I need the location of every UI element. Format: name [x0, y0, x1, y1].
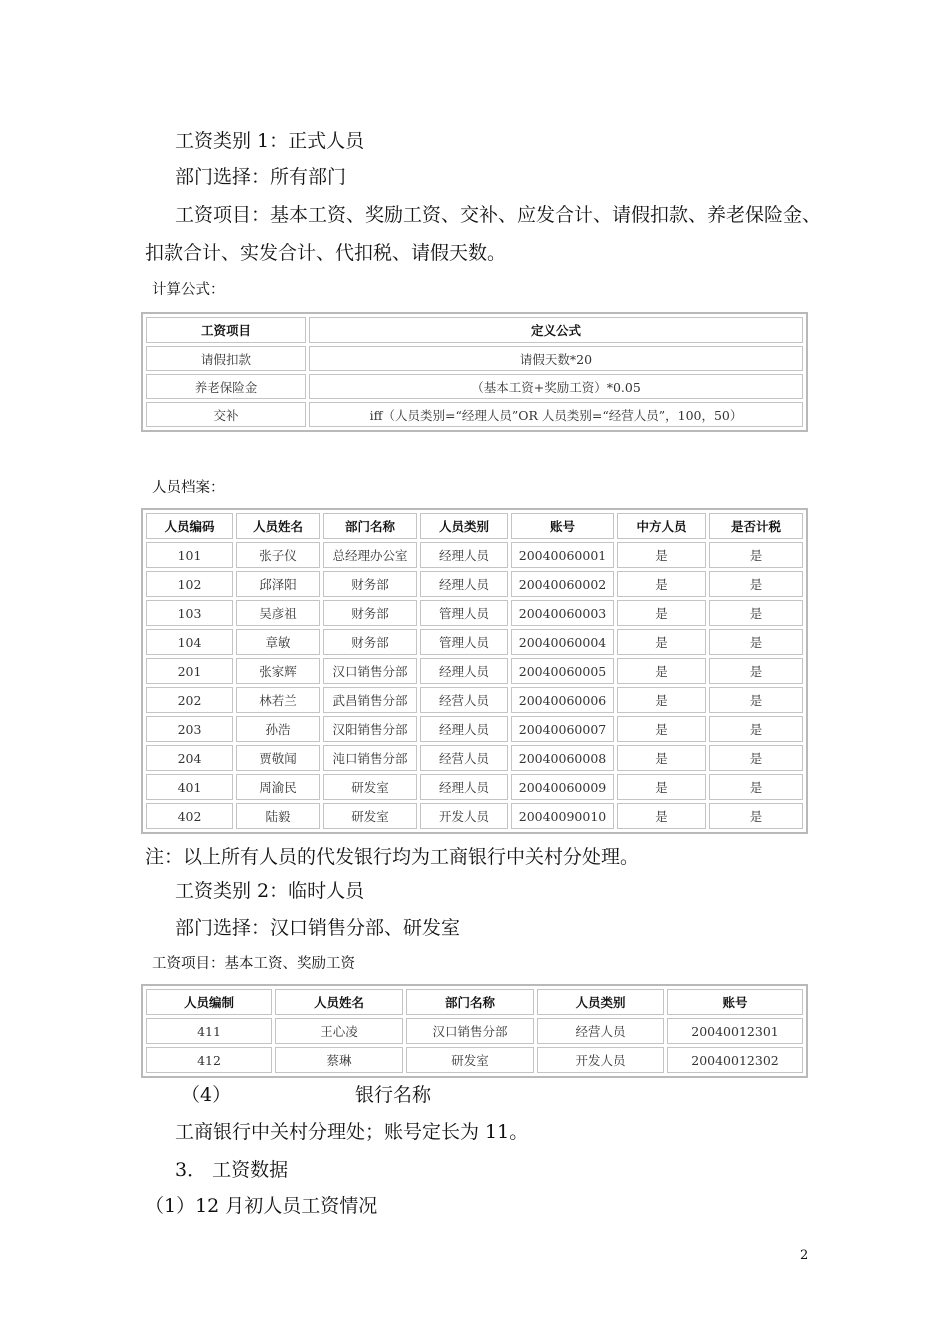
table-cell: 411 — [146, 1018, 272, 1044]
table-row — [146, 687, 803, 713]
table-cell: 204 — [146, 745, 233, 771]
table-cell: 是 — [709, 774, 803, 800]
table-cell: 章敏 — [236, 629, 320, 655]
table-cell: 是 — [709, 745, 803, 771]
table-row — [146, 745, 803, 771]
table-row — [146, 716, 803, 742]
dept-selection-2: 部门选择：汉口销售分部、研发室 — [175, 917, 461, 939]
table-row — [146, 600, 803, 626]
column-header: 人员姓名 — [275, 989, 403, 1015]
table-cell: 是 — [617, 542, 706, 568]
table-row — [146, 803, 803, 829]
table-cell: 管理人员 — [420, 629, 508, 655]
table-cell: 经理人员 — [420, 716, 508, 742]
table-cell: 张家辉 — [236, 658, 320, 684]
dept-selection-1: 部门选择：所有部门 — [175, 166, 347, 188]
table-cell: 王心凌 — [275, 1018, 403, 1044]
table-cell: 研发室 — [406, 1047, 534, 1073]
column-header: 账号 — [511, 513, 614, 539]
table-cell: 是 — [617, 687, 706, 713]
table-cell: 20040090010 — [511, 803, 614, 829]
table-cell: 开发人员 — [420, 803, 508, 829]
table-cell: 经理人员 — [420, 542, 508, 568]
column-header: 人员编码 — [146, 513, 233, 539]
table-cell: 20040060002 — [511, 571, 614, 597]
table-cell: iff（人员类别=“经理人员”OR 人员类别=“经营人员”，100，50） — [309, 402, 803, 427]
formula-title: 计算公式： — [152, 282, 225, 298]
column-header: 人员类别 — [537, 989, 664, 1015]
table-cell: 蔡琳 — [275, 1047, 403, 1073]
table-cell: 20040060001 — [511, 542, 614, 568]
table-cell: 是 — [709, 687, 803, 713]
table-cell: 财务部 — [323, 600, 417, 626]
subsection-1: （1）12 月初人员工资情况 — [145, 1195, 378, 1217]
formula-table — [141, 312, 808, 432]
table-cell: 经营人员 — [420, 745, 508, 771]
table-cell: 林若兰 — [236, 687, 320, 713]
table-cell: 贾敬闻 — [236, 745, 320, 771]
table-cell: 是 — [617, 658, 706, 684]
salary-items-2: 工资项目：基本工资、奖励工资 — [152, 956, 355, 972]
table-cell: 20040060008 — [511, 745, 614, 771]
table-cell: 武昌销售分部 — [323, 687, 417, 713]
people-table — [141, 508, 808, 834]
table-cell: 张子仪 — [236, 542, 320, 568]
table-cell: 经理人员 — [420, 571, 508, 597]
table-cell: 101 — [146, 542, 233, 568]
table-cell: 研发室 — [323, 774, 417, 800]
people-title: 人员档案： — [152, 480, 225, 496]
table-cell: 是 — [617, 774, 706, 800]
table-cell: 财务部 — [323, 571, 417, 597]
table-cell: 是 — [617, 600, 706, 626]
table-row — [146, 346, 803, 371]
table-cell: 汉口销售分部 — [323, 658, 417, 684]
table-cell: 是 — [617, 745, 706, 771]
table-cell: 412 — [146, 1047, 272, 1073]
column-header: 人员类别 — [420, 513, 508, 539]
table-cell: 研发室 — [323, 803, 417, 829]
table-cell: 203 — [146, 716, 233, 742]
table-cell: 是 — [709, 571, 803, 597]
table-cell: 20040060005 — [511, 658, 614, 684]
table-cell: 102 — [146, 571, 233, 597]
table-row — [146, 658, 803, 684]
table-cell: 20040012301 — [667, 1018, 803, 1044]
column-header: 人员姓名 — [236, 513, 320, 539]
column-header: 工资项目 — [146, 317, 306, 343]
table-cell: 103 — [146, 600, 233, 626]
table-cell: 是 — [617, 716, 706, 742]
table-cell: 是 — [709, 716, 803, 742]
table-cell: 开发人员 — [537, 1047, 664, 1073]
table-row — [146, 774, 803, 800]
table-cell: 交补 — [146, 402, 306, 427]
table-cell: 管理人员 — [420, 600, 508, 626]
table-cell: 是 — [617, 571, 706, 597]
table-cell: 20040060009 — [511, 774, 614, 800]
table-cell: 402 — [146, 803, 233, 829]
column-header: 账号 — [667, 989, 803, 1015]
table-cell: （基本工资+奖励工资）*0.05 — [309, 374, 803, 399]
table-cell: 是 — [709, 803, 803, 829]
column-header: 人员编制 — [146, 989, 272, 1015]
table-cell: 沌口销售分部 — [323, 745, 417, 771]
table-cell: 经营人员 — [537, 1018, 664, 1044]
table-row — [146, 542, 803, 568]
column-header: 定义公式 — [309, 317, 803, 343]
salary-items-1-cont: 扣款合计、实发合计、代扣税、请假天数。 — [145, 242, 507, 264]
table-cell: 财务部 — [323, 629, 417, 655]
table-cell: 是 — [709, 600, 803, 626]
table-cell: 20040060006 — [511, 687, 614, 713]
table-cell: 20040060004 — [511, 629, 614, 655]
table-cell: 经营人员 — [420, 687, 508, 713]
column-header: 部门名称 — [323, 513, 417, 539]
table-row — [146, 629, 803, 655]
table-cell: 陆毅 — [236, 803, 320, 829]
table-cell: 104 — [146, 629, 233, 655]
table-cell: 经理人员 — [420, 774, 508, 800]
table-cell: 汉口销售分部 — [406, 1018, 534, 1044]
bank-name-heading: 银行名称 — [355, 1084, 432, 1106]
table-cell: 孙浩 — [236, 716, 320, 742]
table-row — [146, 374, 803, 399]
table-cell: 邱泽阳 — [236, 571, 320, 597]
table-cell: 是 — [709, 542, 803, 568]
section-3-salary-data: 3． 工资数据 — [175, 1159, 289, 1181]
column-header: 是否计税 — [709, 513, 803, 539]
page-number: 2 — [800, 1248, 809, 1263]
table-cell: 周渝民 — [236, 774, 320, 800]
table-cell: 20040060003 — [511, 600, 614, 626]
column-header: 中方人员 — [617, 513, 706, 539]
table-cell: 201 — [146, 658, 233, 684]
salary-category-2: 工资类别 2：临时人员 — [175, 880, 365, 902]
table-cell: 202 — [146, 687, 233, 713]
table-row — [146, 1047, 803, 1073]
bank-note: 注：以上所有人员的代发银行均为工商银行中关村分处理。 — [145, 846, 640, 868]
column-header: 部门名称 — [406, 989, 534, 1015]
table-row — [146, 1018, 803, 1044]
table-cell: 是 — [709, 629, 803, 655]
bank-info: 工商银行中关村分理处；账号定长为 11。 — [175, 1121, 529, 1143]
table-cell: 吴彦祖 — [236, 600, 320, 626]
salary-category-1: 工资类别 1：正式人员 — [175, 130, 365, 152]
table-cell: 是 — [617, 629, 706, 655]
section-4-number: （4） — [181, 1084, 232, 1106]
salary-items-1: 工资项目：基本工资、奖励工资、交补、应发合计、请假扣款、养老保险金、 — [175, 204, 822, 226]
table-cell: 养老保险金 — [146, 374, 306, 399]
table-cell: 是 — [709, 658, 803, 684]
table-row — [146, 402, 803, 427]
temp-staff-table — [141, 984, 808, 1078]
table-cell: 是 — [617, 803, 706, 829]
table-cell: 请假扣款 — [146, 346, 306, 371]
table-cell: 20040012302 — [667, 1047, 803, 1073]
table-cell: 请假天数*20 — [309, 346, 803, 371]
table-row — [146, 571, 803, 597]
table-cell: 401 — [146, 774, 233, 800]
table-cell: 汉阳销售分部 — [323, 716, 417, 742]
table-cell: 经理人员 — [420, 658, 508, 684]
table-cell: 20040060007 — [511, 716, 614, 742]
table-cell: 总经理办公室 — [323, 542, 417, 568]
